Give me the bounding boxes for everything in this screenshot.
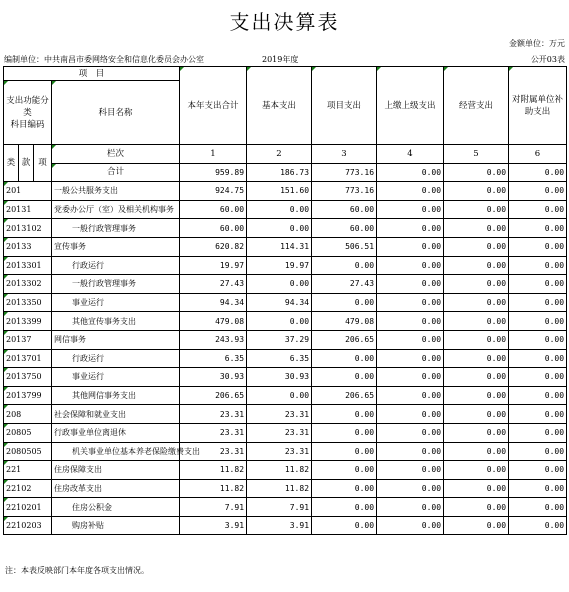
row-value-col-2: 0.00 bbox=[247, 219, 312, 238]
row-value-col-2: 151.60 bbox=[247, 182, 312, 201]
row-value-col-5: 0.00 bbox=[444, 182, 509, 201]
header-col-4: 上缴上级支出 bbox=[377, 67, 444, 145]
row-value-col-2: 30.93 bbox=[247, 368, 312, 387]
row-value-col-6: 0.00 bbox=[509, 349, 567, 368]
row-value-col-3: 0.00 bbox=[312, 498, 377, 517]
row-name: 一般行政管理事务 bbox=[52, 275, 180, 294]
table-row bbox=[4, 330, 567, 349]
row-value-col-5: 0.00 bbox=[444, 237, 509, 256]
row-value-col-3: 773.16 bbox=[312, 182, 377, 201]
row-value-col-2: 23.31 bbox=[247, 405, 312, 424]
row-value-col-4: 0.00 bbox=[377, 423, 444, 442]
row-value-col-1: 19.97 bbox=[180, 256, 247, 275]
row-value-col-2: 37.29 bbox=[247, 330, 312, 349]
amount-unit: 金额单位：万元 bbox=[509, 39, 565, 48]
row-value-col-2: 7.91 bbox=[247, 498, 312, 517]
row-value-col-4: 0.00 bbox=[377, 349, 444, 368]
row-value-col-3: 60.00 bbox=[312, 219, 377, 238]
row-code: 20805 bbox=[4, 423, 52, 442]
row-value-col-2: 23.31 bbox=[247, 423, 312, 442]
row-name: 机关事业单位基本养老保险缴费支出 bbox=[52, 442, 180, 461]
row-value-col-5: 0.00 bbox=[444, 219, 509, 238]
row-value-col-2: 19.97 bbox=[247, 256, 312, 275]
row-value-col-4: 0.00 bbox=[377, 256, 444, 275]
table-body bbox=[4, 182, 567, 535]
row-value-col-5: 0.00 bbox=[444, 498, 509, 517]
row-code: 2013701 bbox=[4, 349, 52, 368]
row-value-col-5: 0.00 bbox=[444, 461, 509, 480]
header-lei: 类 bbox=[4, 145, 19, 182]
row-value-col-3: 206.65 bbox=[312, 330, 377, 349]
total-col-2: 186.73 bbox=[247, 163, 312, 182]
table-row bbox=[4, 219, 567, 238]
row-value-col-1: 23.31 bbox=[180, 442, 247, 461]
row-value-col-5: 0.00 bbox=[444, 312, 509, 331]
row-value-col-6: 0.00 bbox=[509, 182, 567, 201]
row-value-col-5: 0.00 bbox=[444, 516, 509, 535]
header-item-name: 科目名称 bbox=[52, 81, 180, 145]
row-value-col-3: 0.00 bbox=[312, 461, 377, 480]
header-seq: 栏次 bbox=[52, 145, 180, 164]
table-row bbox=[4, 200, 567, 219]
page-title: 支出决算表 bbox=[229, 10, 340, 34]
seq-num-5: 5 bbox=[444, 145, 509, 164]
row-name: 住房改革支出 bbox=[52, 479, 180, 498]
row-value-col-5: 0.00 bbox=[444, 200, 509, 219]
row-value-col-6: 0.00 bbox=[509, 368, 567, 387]
row-value-col-5: 0.00 bbox=[444, 442, 509, 461]
total-col-1: 959.89 bbox=[180, 163, 247, 182]
row-name: 其他宣传事务支出 bbox=[52, 312, 180, 331]
row-value-col-6: 0.00 bbox=[509, 330, 567, 349]
header-item: 项 目 bbox=[4, 67, 180, 81]
row-name: 党委办公厅（室）及相关机构事务 bbox=[52, 200, 180, 219]
row-value-col-3: 60.00 bbox=[312, 200, 377, 219]
row-value-col-1: 27.43 bbox=[180, 275, 247, 294]
row-value-col-3: 27.43 bbox=[312, 275, 377, 294]
row-value-col-2: 0.00 bbox=[247, 275, 312, 294]
row-name: 行政运行 bbox=[52, 349, 180, 368]
row-value-col-4: 0.00 bbox=[377, 293, 444, 312]
row-name: 购房补贴 bbox=[52, 516, 180, 535]
total-col-4: 0.00 bbox=[377, 163, 444, 182]
header-kuan: 款 bbox=[19, 145, 34, 182]
expenditure-table bbox=[3, 66, 567, 535]
row-value-col-1: 60.00 bbox=[180, 200, 247, 219]
row-code: 2210203 bbox=[4, 516, 52, 535]
row-value-col-1: 206.65 bbox=[180, 386, 247, 405]
row-value-col-6: 0.00 bbox=[509, 442, 567, 461]
row-value-col-5: 0.00 bbox=[444, 386, 509, 405]
header-col-5: 经营支出 bbox=[444, 67, 509, 145]
row-code: 208 bbox=[4, 405, 52, 424]
row-value-col-5: 0.00 bbox=[444, 293, 509, 312]
seq-num-2: 2 bbox=[247, 145, 312, 164]
row-value-col-3: 479.08 bbox=[312, 312, 377, 331]
total-label: 合计 bbox=[52, 163, 180, 182]
row-name: 一般公共服务支出 bbox=[52, 182, 180, 201]
row-value-col-3: 0.00 bbox=[312, 368, 377, 387]
row-value-col-1: 3.91 bbox=[180, 516, 247, 535]
table-note: 注：本表反映部门本年度各项支出情况。 bbox=[5, 566, 149, 575]
row-code: 20131 bbox=[4, 200, 52, 219]
table-row bbox=[4, 349, 567, 368]
row-name: 事业运行 bbox=[52, 368, 180, 387]
row-value-col-2: 23.31 bbox=[247, 442, 312, 461]
row-value-col-6: 0.00 bbox=[509, 461, 567, 480]
total-col-6: 0.00 bbox=[509, 163, 567, 182]
row-name: 其他网信事务支出 bbox=[52, 386, 180, 405]
row-value-col-3: 0.00 bbox=[312, 293, 377, 312]
row-value-col-4: 0.00 bbox=[377, 442, 444, 461]
row-value-col-6: 0.00 bbox=[509, 516, 567, 535]
header-func-class-text: 支出功能分类 科目编码 bbox=[6, 95, 49, 130]
row-value-col-4: 0.00 bbox=[377, 219, 444, 238]
row-value-col-6: 0.00 bbox=[509, 386, 567, 405]
row-value-col-1: 94.34 bbox=[180, 293, 247, 312]
row-value-col-4: 0.00 bbox=[377, 405, 444, 424]
seq-num-3: 3 bbox=[312, 145, 377, 164]
row-value-col-5: 0.00 bbox=[444, 256, 509, 275]
row-value-col-2: 114.31 bbox=[247, 237, 312, 256]
table-row bbox=[4, 312, 567, 331]
total-col-3: 773.16 bbox=[312, 163, 377, 182]
row-value-col-6: 0.00 bbox=[509, 237, 567, 256]
row-value-col-1: 7.91 bbox=[180, 498, 247, 517]
row-code: 2013102 bbox=[4, 219, 52, 238]
row-name: 事业运行 bbox=[52, 293, 180, 312]
row-value-col-4: 0.00 bbox=[377, 237, 444, 256]
table-row bbox=[4, 368, 567, 387]
row-value-col-1: 243.93 bbox=[180, 330, 247, 349]
table-row bbox=[4, 256, 567, 275]
row-value-col-3: 0.00 bbox=[312, 479, 377, 498]
row-value-col-2: 0.00 bbox=[247, 386, 312, 405]
row-value-col-1: 479.08 bbox=[180, 312, 247, 331]
header-col-1: 本年支出合计 bbox=[180, 67, 247, 145]
row-value-col-6: 0.00 bbox=[509, 405, 567, 424]
row-name: 住房保障支出 bbox=[52, 461, 180, 480]
header-col-2: 基本支出 bbox=[247, 67, 312, 145]
row-value-col-5: 0.00 bbox=[444, 349, 509, 368]
row-value-col-1: 11.82 bbox=[180, 479, 247, 498]
row-value-col-6: 0.00 bbox=[509, 498, 567, 517]
row-value-col-2: 6.35 bbox=[247, 349, 312, 368]
compiling-unit: 编制单位：中共南昌市委网络安全和信息化委员会办公室 bbox=[4, 55, 204, 64]
row-value-col-4: 0.00 bbox=[377, 461, 444, 480]
row-value-col-6: 0.00 bbox=[509, 200, 567, 219]
table-row bbox=[4, 423, 567, 442]
seq-num-6: 6 bbox=[509, 145, 567, 164]
row-name: 网信事务 bbox=[52, 330, 180, 349]
row-value-col-1: 6.35 bbox=[180, 349, 247, 368]
row-code: 201 bbox=[4, 182, 52, 201]
row-code: 22102 bbox=[4, 479, 52, 498]
row-value-col-5: 0.00 bbox=[444, 405, 509, 424]
row-code: 2210201 bbox=[4, 498, 52, 517]
row-code: 221 bbox=[4, 461, 52, 480]
table-row bbox=[4, 293, 567, 312]
table-row bbox=[4, 461, 567, 480]
row-value-col-3: 0.00 bbox=[312, 516, 377, 535]
seq-num-4: 4 bbox=[377, 145, 444, 164]
header-xiang: 项 bbox=[34, 145, 52, 182]
row-value-col-5: 0.00 bbox=[444, 423, 509, 442]
row-value-col-6: 0.00 bbox=[509, 256, 567, 275]
row-code: 2013350 bbox=[4, 293, 52, 312]
row-value-col-4: 0.00 bbox=[377, 479, 444, 498]
table-row bbox=[4, 182, 567, 201]
row-value-col-5: 0.00 bbox=[444, 479, 509, 498]
row-value-col-2: 3.91 bbox=[247, 516, 312, 535]
row-value-col-3: 506.51 bbox=[312, 237, 377, 256]
row-value-col-1: 23.31 bbox=[180, 423, 247, 442]
table-row bbox=[4, 498, 567, 517]
row-value-col-4: 0.00 bbox=[377, 330, 444, 349]
row-value-col-1: 60.00 bbox=[180, 219, 247, 238]
row-value-col-3: 0.00 bbox=[312, 442, 377, 461]
table-row bbox=[4, 405, 567, 424]
row-value-col-6: 0.00 bbox=[509, 219, 567, 238]
row-value-col-5: 0.00 bbox=[444, 368, 509, 387]
row-value-col-3: 0.00 bbox=[312, 256, 377, 275]
row-value-col-6: 0.00 bbox=[509, 479, 567, 498]
row-name: 社会保障和就业支出 bbox=[52, 405, 180, 424]
header-col-3: 项目支出 bbox=[312, 67, 377, 145]
row-value-col-4: 0.00 bbox=[377, 498, 444, 517]
row-value-col-1: 23.31 bbox=[180, 405, 247, 424]
row-name: 行政运行 bbox=[52, 256, 180, 275]
row-value-col-6: 0.00 bbox=[509, 423, 567, 442]
row-value-col-3: 0.00 bbox=[312, 423, 377, 442]
seq-num-1: 1 bbox=[180, 145, 247, 164]
row-value-col-4: 0.00 bbox=[377, 312, 444, 331]
row-value-col-2: 0.00 bbox=[247, 312, 312, 331]
row-name: 行政事业单位离退休 bbox=[52, 423, 180, 442]
table-row bbox=[4, 442, 567, 461]
table-row bbox=[4, 237, 567, 256]
row-value-col-2: 0.00 bbox=[247, 200, 312, 219]
header-col-6: 对附属单位补助支出 bbox=[509, 67, 567, 145]
row-value-col-3: 0.00 bbox=[312, 349, 377, 368]
table-row bbox=[4, 275, 567, 294]
row-code: 2013302 bbox=[4, 275, 52, 294]
row-value-col-6: 0.00 bbox=[509, 275, 567, 294]
row-code: 20137 bbox=[4, 330, 52, 349]
row-name: 住房公积金 bbox=[52, 498, 180, 517]
row-name: 宣传事务 bbox=[52, 237, 180, 256]
row-value-col-3: 0.00 bbox=[312, 405, 377, 424]
row-value-col-4: 0.00 bbox=[377, 386, 444, 405]
row-value-col-3: 206.65 bbox=[312, 386, 377, 405]
row-name: 一般行政管理事务 bbox=[52, 219, 180, 238]
row-value-col-1: 924.75 bbox=[180, 182, 247, 201]
row-value-col-4: 0.00 bbox=[377, 275, 444, 294]
row-code: 2080505 bbox=[4, 442, 52, 461]
row-value-col-4: 0.00 bbox=[377, 182, 444, 201]
row-value-col-4: 0.00 bbox=[377, 368, 444, 387]
row-value-col-1: 30.93 bbox=[180, 368, 247, 387]
meta-bar bbox=[0, 52, 569, 66]
total-col-5: 0.00 bbox=[444, 163, 509, 182]
table-code: 公开03表 bbox=[530, 55, 565, 64]
row-value-col-2: 11.82 bbox=[247, 461, 312, 480]
row-code: 2013750 bbox=[4, 368, 52, 387]
row-value-col-4: 0.00 bbox=[377, 200, 444, 219]
row-value-col-5: 0.00 bbox=[444, 330, 509, 349]
row-value-col-5: 0.00 bbox=[444, 275, 509, 294]
row-code: 2013399 bbox=[4, 312, 52, 331]
row-code: 2013301 bbox=[4, 256, 52, 275]
table-row bbox=[4, 479, 567, 498]
row-value-col-2: 11.82 bbox=[247, 479, 312, 498]
row-value-col-6: 0.00 bbox=[509, 293, 567, 312]
row-value-col-1: 620.82 bbox=[180, 237, 247, 256]
table-row bbox=[4, 516, 567, 535]
fiscal-year: 2019年度 bbox=[262, 55, 299, 64]
row-value-col-4: 0.00 bbox=[377, 516, 444, 535]
table-row bbox=[4, 386, 567, 405]
row-value-col-2: 94.34 bbox=[247, 293, 312, 312]
row-code: 20133 bbox=[4, 237, 52, 256]
row-code: 2013799 bbox=[4, 386, 52, 405]
row-value-col-1: 11.82 bbox=[180, 461, 247, 480]
header-func-class bbox=[4, 81, 52, 145]
row-value-col-6: 0.00 bbox=[509, 312, 567, 331]
